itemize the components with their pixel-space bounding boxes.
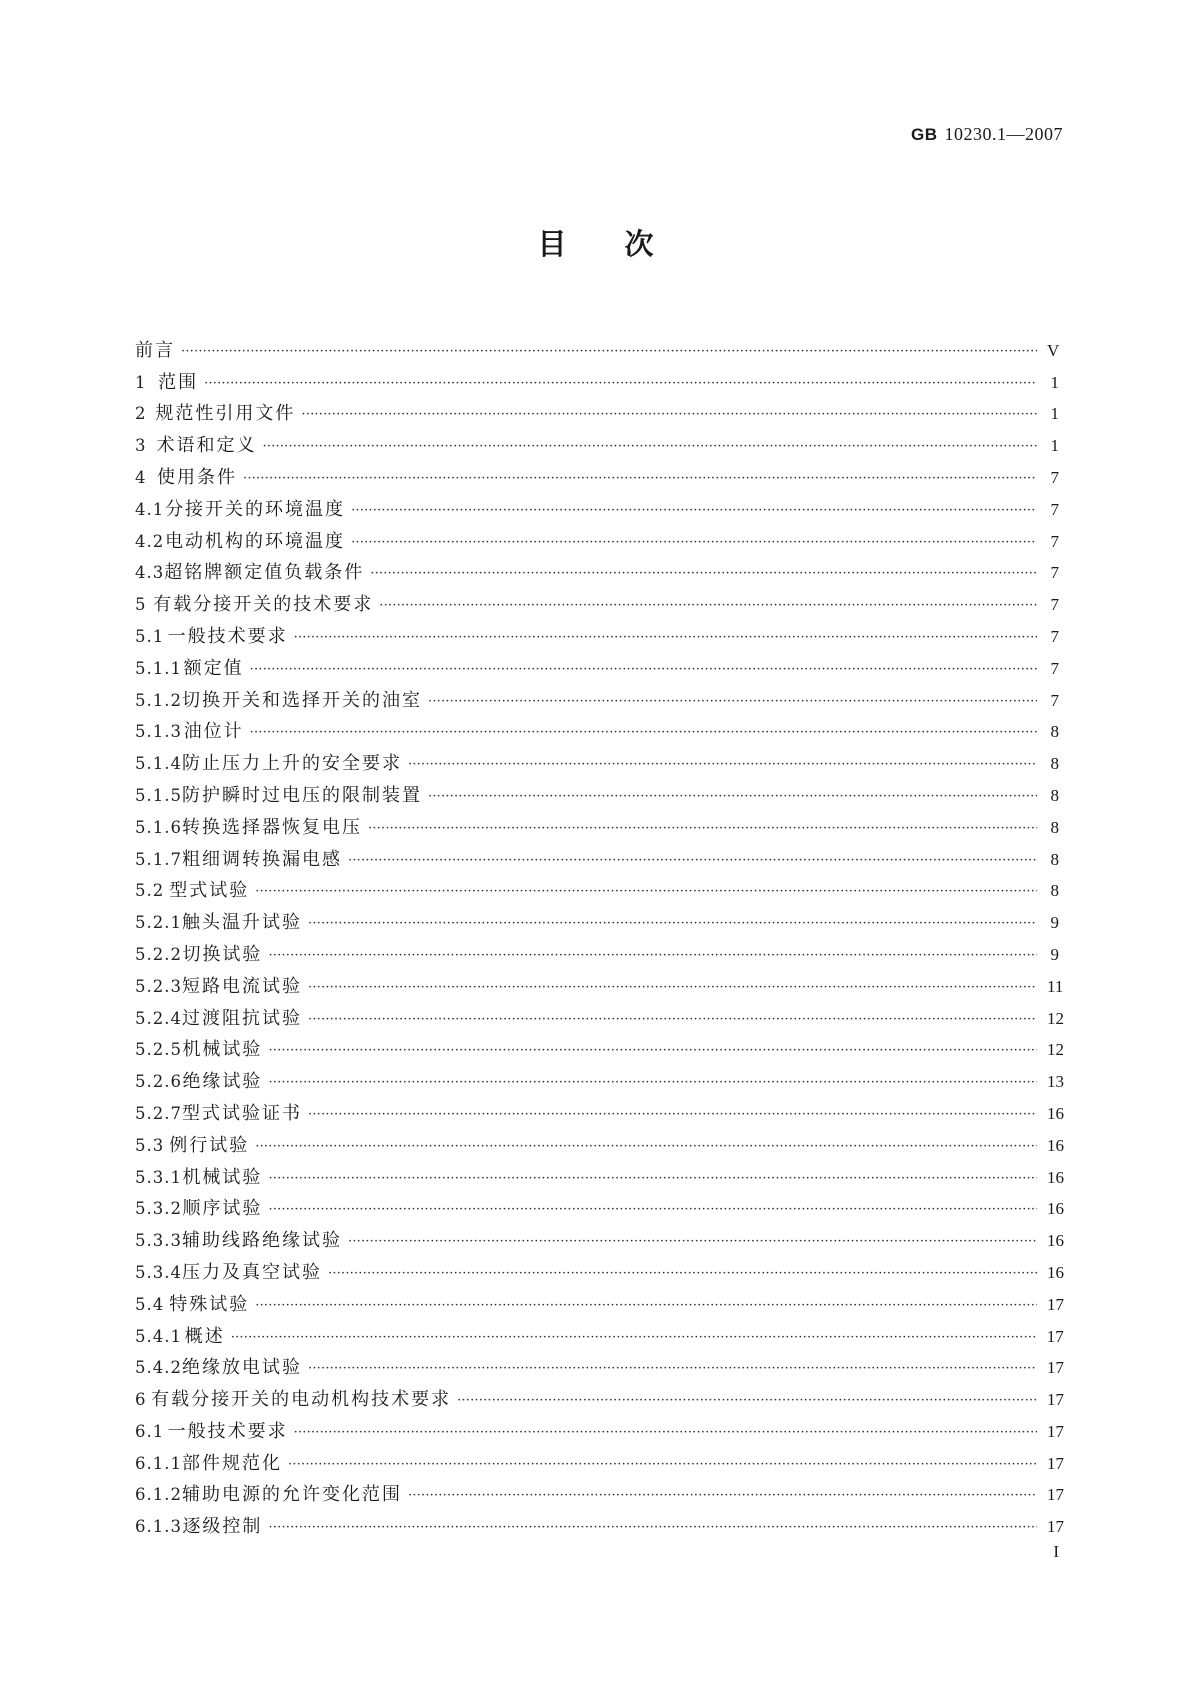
toc-entry-label: 电动机构的环境温度 — [165, 530, 346, 552]
toc-entry[interactable] — [135, 1444, 1064, 1476]
toc-entry[interactable] — [135, 1317, 1064, 1349]
toc-entry-page: 7 — [1050, 499, 1059, 519]
toc-dot-leader — [255, 1140, 1037, 1154]
toc-entry-number: 6.1 — [135, 1421, 165, 1441]
standard-code — [911, 124, 1063, 145]
toc-entry[interactable] — [135, 1253, 1064, 1285]
toc-entry-number: 5.2.1 — [135, 913, 182, 933]
toc-entry-page: 16 — [1047, 1167, 1064, 1187]
toc-entry-label: 特殊试验 — [169, 1293, 250, 1315]
toc-entry-page: 8 — [1050, 881, 1059, 901]
toc-entry-number: 5.1.5 — [135, 785, 182, 805]
toc-dot-leader — [268, 1076, 1037, 1090]
toc-entry[interactable] — [135, 363, 1059, 395]
toc-entry-label: 有载分接开关的电动机构技术要求 — [151, 1389, 452, 1411]
toc-entry-page: 7 — [1050, 467, 1059, 487]
toc-entry-number: 5.2.3 — [135, 976, 182, 996]
toc-entry[interactable] — [135, 903, 1059, 935]
toc-dot-leader — [301, 408, 1037, 422]
toc-entry-page: 7 — [1050, 563, 1059, 583]
toc-entry[interactable] — [135, 840, 1059, 872]
toc-entry-page: 12 — [1047, 1040, 1064, 1060]
toc-entry-page: V — [1047, 340, 1060, 360]
toc-entry[interactable] — [135, 395, 1059, 427]
toc-dot-leader — [250, 663, 1037, 677]
toc-entry-label: 概述 — [184, 1325, 225, 1347]
toc-entry[interactable] — [135, 1476, 1064, 1508]
toc-dot-leader — [308, 917, 1037, 931]
toc-dot-leader — [368, 822, 1037, 836]
toc-entry-number: 5.1.6 — [135, 817, 182, 837]
toc-entry-label: 防止压力上升的安全要求 — [181, 753, 402, 775]
toc-entry-label: 范围 — [158, 371, 199, 393]
toc-entry-number: 5.3.3 — [135, 1231, 182, 1251]
toc-entry[interactable] — [135, 744, 1059, 776]
toc-entry[interactable] — [135, 1158, 1064, 1190]
toc-entry[interactable] — [135, 1412, 1064, 1444]
toc-entry-page: 8 — [1050, 817, 1059, 837]
toc-entry-page: 7 — [1050, 531, 1059, 551]
toc-entry-label: 额定值 — [183, 657, 244, 679]
toc-entry-label: 型式试验证书 — [181, 1102, 302, 1124]
toc-entry-page: 8 — [1050, 849, 1059, 869]
toc-entry[interactable] — [135, 1094, 1064, 1126]
toc-entry[interactable] — [135, 681, 1059, 713]
toc-entry-number: 5.2.7 — [135, 1103, 182, 1123]
toc-entry-number: 5.2.6 — [135, 1072, 182, 1092]
toc-entry[interactable] — [135, 872, 1059, 904]
toc-entry-number: 5.1.7 — [135, 849, 182, 869]
toc-entry-page: 8 — [1050, 754, 1059, 774]
toc-entry-page: 7 — [1050, 626, 1059, 646]
toc-entry-number: 2 — [135, 404, 147, 424]
toc-entry-page: 16 — [1047, 1262, 1064, 1282]
toc-entry-page: 17 — [1047, 1358, 1064, 1378]
toc-entry[interactable] — [135, 1349, 1064, 1381]
toc-entry-label: 绝缘试验 — [182, 1071, 263, 1093]
toc-entry-page: 17 — [1047, 1485, 1064, 1505]
toc-entry-page: 13 — [1047, 1072, 1064, 1092]
toc-dot-leader — [408, 758, 1037, 772]
toc-entry[interactable] — [135, 585, 1059, 617]
toc-entry-label: 压力及真空试验 — [181, 1261, 322, 1283]
toc-entry-label: 辅助线路绝缘试验 — [181, 1230, 342, 1252]
toc-entry-page: 17 — [1047, 1390, 1064, 1410]
toc-entry-number: 5.1.2 — [135, 690, 182, 710]
toc-entry-number: 6.1.3 — [135, 1517, 182, 1537]
toc-dot-leader — [328, 1267, 1037, 1281]
toc-dot-leader — [351, 504, 1037, 518]
toc-entry-label: 转换选择器恢复电压 — [181, 816, 362, 838]
toc-entry[interactable] — [135, 967, 1064, 999]
toc-entry-page: 1 — [1050, 404, 1059, 424]
toc-entry-page: 1 — [1050, 436, 1059, 456]
toc-dot-leader — [255, 1299, 1037, 1313]
toc-entry-page: 9 — [1050, 944, 1059, 964]
toc-entry-number: 6 — [135, 1390, 147, 1410]
toc-entry-label: 过渡阻抗试验 — [181, 1007, 302, 1029]
toc-entry-label: 油位计 — [183, 721, 244, 743]
toc-entry-number: 5.2.5 — [135, 1040, 182, 1060]
toc-entry[interactable] — [135, 617, 1059, 649]
toc-entry-number: 5.2.4 — [135, 1008, 182, 1028]
toc-entry-page: 7 — [1050, 658, 1059, 678]
toc-entry-page: 17 — [1046, 1326, 1064, 1346]
toc-entry-number: 5.1.3 — [135, 722, 182, 742]
toc-entry-label: 辅助电源的允许变化范围 — [181, 1484, 402, 1506]
toc-dot-leader — [243, 472, 1037, 486]
toc-entry[interactable] — [135, 1507, 1064, 1539]
table-of-contents — [135, 331, 1064, 1539]
toc-dot-leader — [255, 885, 1037, 899]
toc-entry-number: 6.1.2 — [135, 1485, 182, 1505]
toc-entry-number: 4.1 — [135, 499, 165, 519]
toc-dot-leader — [308, 1013, 1037, 1027]
standard-code-prefix: GB — [911, 125, 938, 144]
toc-entry-label: 使用条件 — [157, 466, 238, 488]
toc-entry-label: 切换试验 — [182, 943, 263, 965]
toc-entry-label: 例行试验 — [169, 1134, 250, 1156]
toc-entry-number: 5.2 — [135, 881, 165, 901]
page-title: 目次 — [537, 227, 712, 261]
toc-entry-label: 切换开关和选择开关的油室 — [181, 689, 422, 711]
toc-entry-number: 5.1 — [135, 626, 165, 646]
toc-entry-number: 4.2 — [135, 531, 165, 551]
toc-entry-label: 型式试验 — [169, 880, 250, 902]
toc-dot-leader — [457, 1394, 1037, 1408]
toc-dot-leader — [231, 1331, 1037, 1345]
toc-entry-label: 短路电流试验 — [181, 975, 302, 997]
toc-entry-label: 一般技术要求 — [167, 1420, 288, 1442]
toc-entry[interactable] — [135, 1062, 1064, 1094]
toc-entry-label: 分接开关的环境温度 — [165, 498, 346, 520]
toc-entry-label: 触头温升试验 — [181, 912, 302, 934]
toc-entry-label: 机械试验 — [182, 1039, 263, 1061]
toc-entry-label: 有载分接开关的技术要求 — [153, 594, 374, 616]
toc-dot-leader — [268, 1172, 1037, 1186]
toc-entry-label: 术语和定义 — [156, 435, 257, 457]
toc-entry-label: 粗细调转换漏电感 — [181, 848, 342, 870]
toc-dot-leader — [370, 567, 1037, 581]
toc-entry-number: 5.4 — [135, 1294, 165, 1314]
toc-entry-page: 8 — [1050, 785, 1059, 805]
toc-dot-leader — [250, 726, 1037, 740]
toc-dot-leader — [351, 536, 1037, 550]
toc-entry[interactable] — [135, 1126, 1064, 1158]
toc-entry[interactable] — [135, 554, 1059, 586]
toc-entry-label: 部件规范化 — [181, 1452, 282, 1474]
toc-entry-page: 17 — [1047, 1517, 1064, 1537]
toc-entry-label: 规范性引用文件 — [155, 403, 296, 425]
toc-entry[interactable] — [135, 1380, 1064, 1412]
toc-entry-page: 12 — [1047, 1008, 1064, 1028]
toc-dot-leader — [348, 1235, 1037, 1249]
toc-dot-leader — [428, 695, 1037, 709]
toc-entry-page: 8 — [1050, 722, 1059, 742]
toc-entry-number: 3 — [135, 436, 147, 456]
toc-dot-leader — [268, 1203, 1037, 1217]
toc-dot-leader — [379, 599, 1037, 613]
toc-dot-leader — [268, 1521, 1037, 1535]
standard-code-number: 10230.1—2007 — [944, 124, 1063, 144]
toc-entry-number: 1 — [135, 372, 147, 392]
toc-dot-leader — [308, 1108, 1037, 1122]
toc-dot-leader — [294, 1426, 1037, 1440]
toc-dot-leader — [262, 440, 1037, 454]
toc-dot-leader — [288, 1458, 1037, 1472]
toc-entry-page: 9 — [1050, 913, 1059, 933]
toc-entry-page: 11 — [1047, 976, 1064, 996]
toc-entry[interactable] — [135, 1190, 1064, 1222]
toc-entry-page: 17 — [1047, 1294, 1064, 1314]
toc-entry-page: 16 — [1047, 1103, 1064, 1123]
toc-entry[interactable] — [135, 713, 1059, 745]
toc-entry-number: 5.3.4 — [135, 1262, 182, 1282]
toc-entry[interactable] — [135, 331, 1059, 363]
toc-entry-number: 5.4.1 — [135, 1326, 182, 1346]
toc-dot-leader — [348, 854, 1037, 868]
toc-entry-label: 顺序试验 — [182, 1198, 263, 1220]
toc-entry-page: 17 — [1047, 1453, 1064, 1473]
toc-entry-page: 7 — [1050, 690, 1059, 710]
toc-entry-page: 16 — [1047, 1199, 1064, 1219]
page-number: I — [1053, 1542, 1059, 1561]
toc-entry-number: 4.3 — [135, 563, 165, 583]
toc-entry[interactable] — [135, 999, 1064, 1031]
toc-dot-leader — [268, 949, 1037, 963]
toc-entry-label: 防护瞬时过电压的限制装置 — [181, 784, 422, 806]
toc-entry[interactable] — [135, 808, 1059, 840]
toc-entry[interactable] — [135, 426, 1059, 458]
toc-entry[interactable] — [135, 776, 1059, 808]
toc-entry[interactable] — [135, 490, 1059, 522]
toc-entry-page: 16 — [1047, 1135, 1064, 1155]
toc-entry-label: 超铭牌额定值负载条件 — [164, 562, 365, 584]
toc-dot-leader — [181, 345, 1037, 359]
toc-entry-number: 5.3.2 — [135, 1199, 182, 1219]
toc-entry-number: 5.4.2 — [135, 1358, 182, 1378]
toc-entry[interactable] — [135, 1221, 1064, 1253]
toc-dot-leader — [268, 1044, 1037, 1058]
toc-dot-leader — [308, 981, 1037, 995]
toc-dot-leader — [408, 1489, 1037, 1503]
toc-entry-number: 5.2.2 — [135, 944, 182, 964]
toc-entry-number: 5.1.4 — [135, 754, 182, 774]
toc-entry-label: 机械试验 — [182, 1166, 263, 1188]
toc-entry[interactable] — [135, 649, 1059, 681]
toc-entry-number: 5.1.1 — [135, 658, 182, 678]
toc-dot-leader — [308, 1362, 1037, 1376]
toc-dot-leader — [428, 790, 1037, 804]
toc-entry-label: 绝缘放电试验 — [181, 1357, 302, 1379]
toc-entry-page: 7 — [1050, 595, 1059, 615]
toc-entry[interactable] — [135, 458, 1059, 490]
toc-entry[interactable] — [135, 1031, 1064, 1063]
toc-entry[interactable] — [135, 522, 1059, 554]
toc-entry-number: 5.3 — [135, 1135, 165, 1155]
toc-entry-number: 6.1.1 — [135, 1453, 182, 1473]
toc-entry[interactable] — [135, 1285, 1064, 1317]
toc-entry-number: 5.3.1 — [135, 1167, 182, 1187]
toc-entry-label: 前言 — [135, 339, 175, 361]
toc-entry[interactable] — [135, 935, 1059, 967]
toc-dot-leader — [294, 631, 1037, 645]
toc-entry-page: 17 — [1047, 1421, 1064, 1441]
toc-entry-label: 一般技术要求 — [167, 625, 288, 647]
toc-dot-leader — [204, 377, 1037, 391]
toc-entry-page: 16 — [1047, 1231, 1064, 1251]
toc-entry-page: 1 — [1050, 372, 1059, 392]
toc-entry-number: 4 — [135, 467, 147, 487]
toc-entry-number: 5 — [135, 595, 147, 615]
toc-entry-label: 逐级控制 — [182, 1516, 263, 1538]
